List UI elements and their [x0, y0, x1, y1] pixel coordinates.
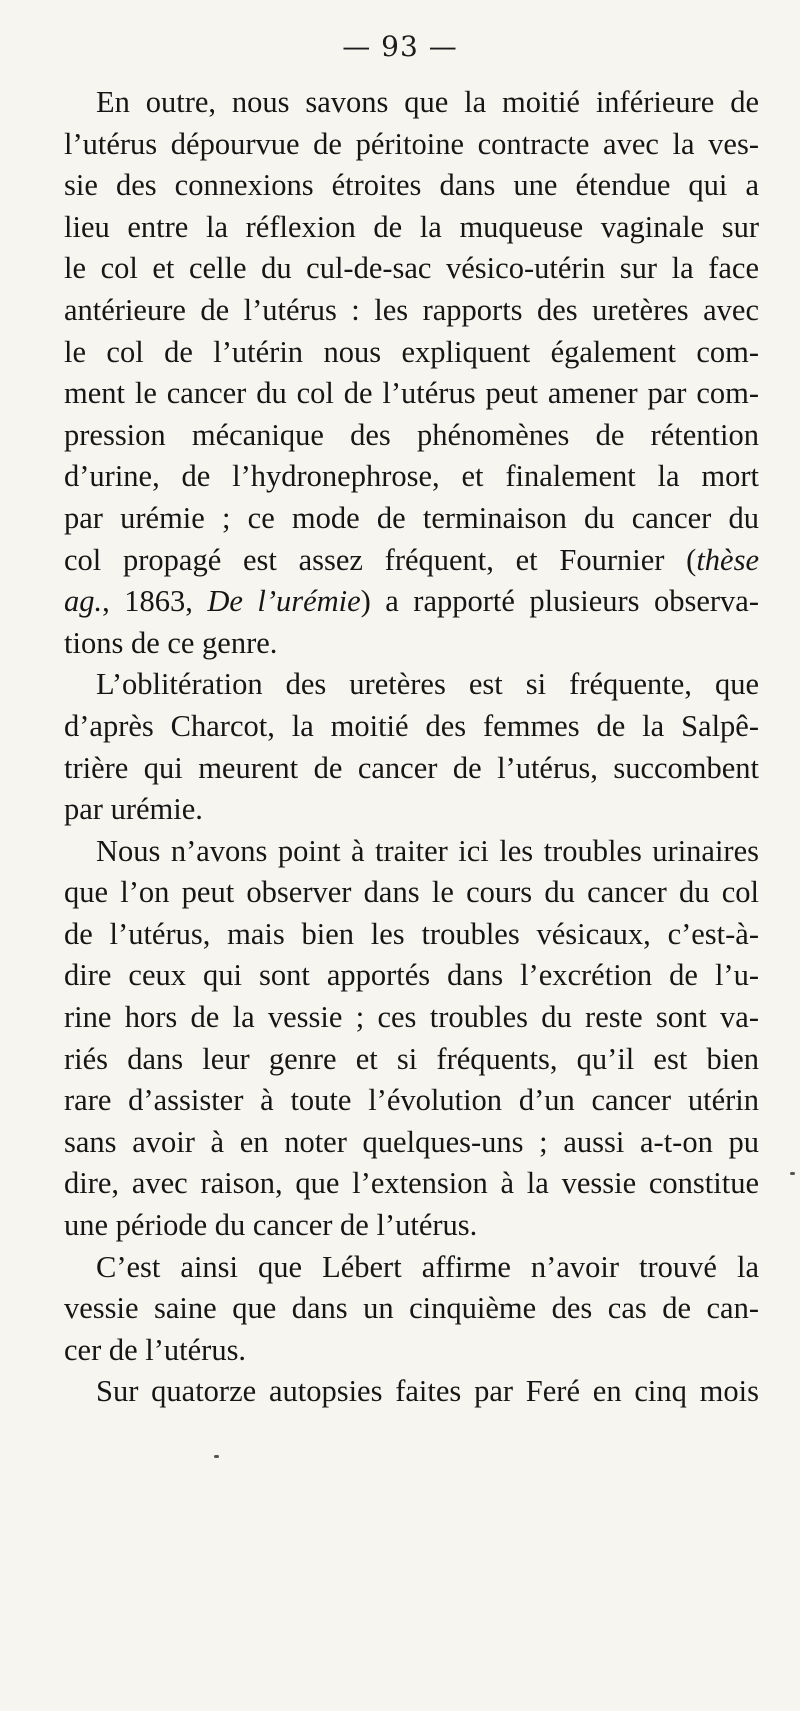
text-line: le col de l’utérin nous expliquent également com- [64, 334, 759, 369]
page-number: — 93 — [342, 30, 458, 63]
text-line: de l’utérus, mais bien les troubles vésicaux, c’est-à- [64, 916, 759, 951]
paragraph-3 [64, 831, 759, 1247]
text-line: d’après Charcot, la moitié des femmes de la Salpê- [64, 708, 759, 743]
text-line: d’urine, de l’hydronephrose, et finalement la mort [64, 459, 759, 494]
text-line: Sur quatorze autopsies faites par Feré en cinq mois [96, 1374, 759, 1409]
paragraph-5 [64, 1371, 759, 1413]
text-line: trière qui meurent de cancer de l’utérus, succombent [64, 750, 759, 785]
text-line-with-italic: ag., 1863, De l’urémie) a rapporté plusieurs observa- [64, 584, 759, 619]
print-speck [790, 1172, 795, 1175]
text-line-with-italic: col propagé est assez fréquent, et Fournier (thèse [64, 542, 759, 577]
text-line: antérieure de l’utérus : les rapports des uretères avec [64, 292, 759, 327]
text-line: sie des connexions étroites dans une étendue qui a [64, 168, 759, 203]
text-line: rare d’assister à toute l’évolution d’un cancer utérin [64, 1083, 759, 1118]
text-line: lieu entre la réflexion de la muqueuse vaginale sur [64, 209, 759, 244]
body-text [64, 82, 759, 1413]
text-line: pression mécanique des phénomènes de rétention [64, 417, 759, 452]
text-line: une période du cancer de l’utérus. [64, 1208, 478, 1243]
paragraph-1 [64, 82, 759, 664]
print-speck [214, 1455, 219, 1458]
paragraph-4 [64, 1247, 759, 1372]
text-line: cer de l’utérus. [64, 1332, 247, 1367]
text-line: vessie saine que dans un cinquième des cas de can- [64, 1291, 759, 1326]
paragraph-2 [64, 664, 759, 830]
text-line: ment le cancer du col de l’utérus peut amener par com- [64, 376, 759, 411]
text-line: riés dans leur genre et si fréquents, qu’il est bien [64, 1041, 759, 1076]
text-line: le col et celle du cul-de-sac vésico-utérin sur la face [64, 251, 759, 286]
text-line: L’oblitération des uretères est si fréquente, que [96, 667, 759, 702]
text-line: En outre, nous savons que la moitié inférieure de [96, 85, 759, 119]
text-line: tions de ce genre. [64, 625, 278, 660]
text-line: l’utérus dépourvue de péritoine contracte avec la ves- [64, 126, 759, 161]
text-line: C’est ainsi que Lébert affirme n’avoir trouvé la [96, 1249, 759, 1284]
text-line: dire, avec raison, que l’extension à la vessie constitue [64, 1166, 759, 1201]
text-line: que l’on peut observer dans le cours du cancer du col [64, 875, 759, 910]
text-line: Nous n’avons point à traiter ici les troubles urinaires [96, 833, 759, 868]
text-line: rine hors de la vessie ; ces troubles du reste sont va- [64, 1000, 759, 1035]
text-line: par urémie. [64, 792, 203, 827]
text-line: sans avoir à en noter quelques-uns ; aussi a-t-on pu [64, 1124, 759, 1159]
text-line: par urémie ; ce mode de terminaison du cancer du [64, 500, 759, 535]
text-line: dire ceux qui sont apportés dans l’excrétion de l’u- [64, 958, 759, 993]
